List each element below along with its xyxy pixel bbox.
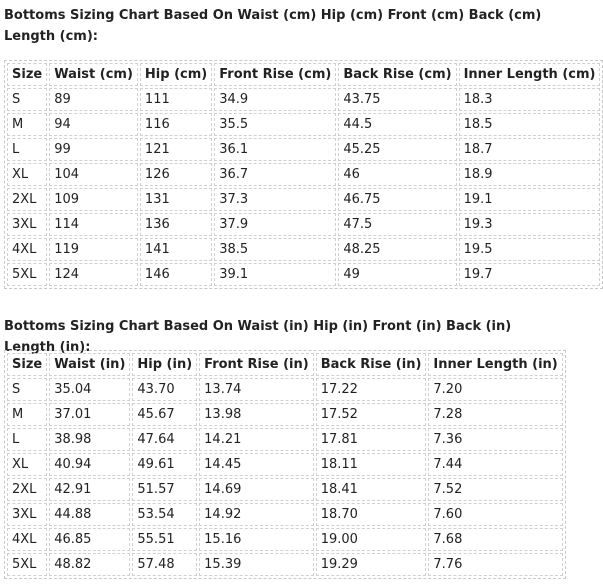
cell-hip: 111 (140, 88, 212, 111)
table-row (7, 503, 563, 526)
cell-back-rise: 18.41 (316, 478, 427, 501)
header-waist: Waist (cm) (49, 63, 138, 86)
cell-hip: 53.54 (132, 503, 197, 526)
cell-waist: 37.01 (49, 403, 130, 426)
table-row (7, 528, 563, 551)
cell-size: XL (7, 453, 47, 476)
cell-hip: 116 (140, 113, 212, 136)
cell-front-rise: 34.9 (214, 88, 336, 111)
cell-waist: 99 (49, 138, 138, 161)
cell-waist: 48.82 (49, 553, 130, 576)
table-row (7, 478, 563, 501)
cell-back-rise: 18.70 (316, 503, 427, 526)
cell-waist: 38.98 (49, 428, 130, 451)
table-row (7, 238, 600, 261)
cell-inner-length: 19.7 (459, 263, 601, 286)
table-row (7, 188, 600, 211)
cell-waist: 94 (49, 113, 138, 136)
cell-back-rise: 45.25 (338, 138, 456, 161)
cell-waist: 114 (49, 213, 138, 236)
header-waist: Waist (in) (49, 353, 130, 376)
cell-hip: 141 (140, 238, 212, 261)
cell-front-rise: 15.39 (199, 553, 314, 576)
cell-size: 2XL (7, 188, 47, 211)
table-row (7, 553, 563, 576)
cell-size: M (7, 113, 47, 136)
cell-inner-length: 18.7 (459, 138, 601, 161)
cell-hip: 47.64 (132, 428, 197, 451)
cell-hip: 49.61 (132, 453, 197, 476)
cell-inner-length: 18.5 (459, 113, 601, 136)
cell-front-rise: 36.1 (214, 138, 336, 161)
table-row (7, 213, 600, 236)
cell-back-rise: 19.00 (316, 528, 427, 551)
cell-waist: 119 (49, 238, 138, 261)
cell-inner-length: 19.3 (459, 213, 601, 236)
cell-size: L (7, 138, 47, 161)
cell-inner-length: 7.28 (428, 403, 562, 426)
header-front-rise: Front Rise (in) (199, 353, 314, 376)
cell-front-rise: 36.7 (214, 163, 336, 186)
header-hip: Hip (in) (132, 353, 197, 376)
cell-front-rise: 38.5 (214, 238, 336, 261)
cell-back-rise: 17.81 (316, 428, 427, 451)
cell-inner-length: 18.9 (459, 163, 601, 186)
cell-hip: 146 (140, 263, 212, 286)
cell-hip: 131 (140, 188, 212, 211)
table-row (7, 453, 563, 476)
cell-waist: 109 (49, 188, 138, 211)
cell-hip: 126 (140, 163, 212, 186)
cell-hip: 57.48 (132, 553, 197, 576)
cell-front-rise: 13.98 (199, 403, 314, 426)
table-row (7, 163, 600, 186)
table-row (7, 403, 563, 426)
cell-inner-length: 7.60 (428, 503, 562, 526)
cell-inner-length: 19.5 (459, 238, 601, 261)
cell-back-rise: 43.75 (338, 88, 456, 111)
in-chart-heading: Bottoms Sizing Chart Based On Waist (in) Hip (in) Front (in) Back (in) Length (in): (4, 319, 512, 355)
header-front-rise: Front Rise (cm) (214, 63, 336, 86)
cell-back-rise: 44.5 (338, 113, 456, 136)
cell-front-rise: 14.21 (199, 428, 314, 451)
header-back-rise: Back Rise (cm) (338, 63, 456, 86)
header-inner-length: Inner Length (in) (428, 353, 562, 376)
cell-front-rise: 14.69 (199, 478, 314, 501)
cell-size: M (7, 403, 47, 426)
cell-waist: 35.04 (49, 378, 130, 401)
cell-back-rise: 49 (338, 263, 456, 286)
cell-front-rise: 14.45 (199, 453, 314, 476)
table-row (7, 428, 563, 451)
cell-inner-length: 7.76 (428, 553, 562, 576)
cell-waist: 124 (49, 263, 138, 286)
cell-size: 3XL (7, 503, 47, 526)
cell-inner-length: 7.20 (428, 378, 562, 401)
cell-front-rise: 14.92 (199, 503, 314, 526)
header-size: Size (7, 353, 47, 376)
header-hip: Hip (cm) (140, 63, 212, 86)
cell-size: 3XL (7, 213, 47, 236)
cell-back-rise: 18.11 (316, 453, 427, 476)
cell-hip: 55.51 (132, 528, 197, 551)
cell-front-rise: 13.74 (199, 378, 314, 401)
cell-size: S (7, 378, 47, 401)
cell-waist: 104 (49, 163, 138, 186)
table-row (7, 138, 600, 161)
table-row (7, 113, 600, 136)
cell-hip: 45.67 (132, 403, 197, 426)
cell-size: 5XL (7, 263, 47, 286)
table-row (7, 88, 600, 111)
cell-size: 2XL (7, 478, 47, 501)
cell-back-rise: 19.29 (316, 553, 427, 576)
cell-hip: 121 (140, 138, 212, 161)
header-size: Size (7, 63, 47, 86)
cell-front-rise: 35.5 (214, 113, 336, 136)
cell-back-rise: 48.25 (338, 238, 456, 261)
cell-back-rise: 46.75 (338, 188, 456, 211)
cell-hip: 51.57 (132, 478, 197, 501)
header-back-rise: Back Rise (in) (316, 353, 427, 376)
cell-back-rise: 47.5 (338, 213, 456, 236)
cell-hip: 136 (140, 213, 212, 236)
cell-size: 4XL (7, 238, 47, 261)
cell-back-rise: 17.52 (316, 403, 427, 426)
cell-size: 5XL (7, 553, 47, 576)
cell-inner-length: 7.52 (428, 478, 562, 501)
cell-inner-length: 18.3 (459, 88, 601, 111)
cell-size: 4XL (7, 528, 47, 551)
cm-size-table (4, 60, 603, 289)
cell-front-rise: 37.9 (214, 213, 336, 236)
in-size-table (4, 350, 566, 579)
table-header-row (7, 353, 563, 376)
cell-inner-length: 7.68 (428, 528, 562, 551)
cm-chart-heading: Bottoms Sizing Chart Based On Waist (cm) Hip (cm) Front (cm) Back (cm) Length (cm): (4, 8, 542, 44)
cell-size: L (7, 428, 47, 451)
table-header-row (7, 63, 600, 86)
cell-inner-length: 7.44 (428, 453, 562, 476)
table-row (7, 263, 600, 286)
cell-size: XL (7, 163, 47, 186)
cell-waist: 42.91 (49, 478, 130, 501)
cell-back-rise: 46 (338, 163, 456, 186)
cell-front-rise: 37.3 (214, 188, 336, 211)
cell-waist: 44.88 (49, 503, 130, 526)
cell-inner-length: 19.1 (459, 188, 601, 211)
cell-front-rise: 15.16 (199, 528, 314, 551)
cell-front-rise: 39.1 (214, 263, 336, 286)
table-row (7, 378, 563, 401)
cell-size: S (7, 88, 47, 111)
cell-hip: 43.70 (132, 378, 197, 401)
cell-inner-length: 7.36 (428, 428, 562, 451)
cell-waist: 40.94 (49, 453, 130, 476)
cell-back-rise: 17.22 (316, 378, 427, 401)
header-inner-length: Inner Length (cm) (459, 63, 601, 86)
cell-waist: 46.85 (49, 528, 130, 551)
cell-waist: 89 (49, 88, 138, 111)
